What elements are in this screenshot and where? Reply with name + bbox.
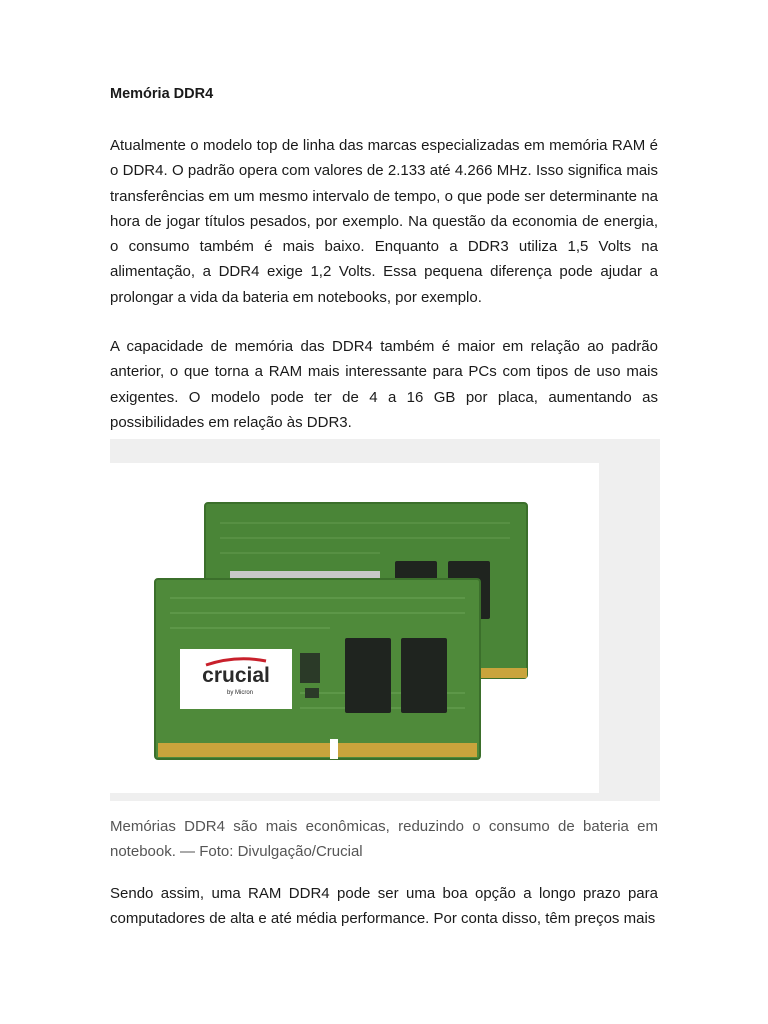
figure	[110, 439, 660, 801]
ram-modules-illustration	[110, 463, 599, 793]
label-sub-text: by Micron	[226, 690, 254, 696]
figure-caption: Memórias DDR4 são mais econômicas, reduzindo o consumo de bateria em notebook. — Foto: Divulgação/Crucial	[110, 818, 658, 861]
gold-contacts	[158, 743, 477, 757]
front-ram-module	[155, 579, 480, 759]
label-brand-text: crucial	[202, 664, 270, 687]
paragraph-conclusion: Sendo assim, uma RAM DDR4 pode ser uma boa opção a longo prazo para computadores de alta e até média performance. Por conta disso, têm preços mais	[110, 885, 658, 928]
paragraph-capacity: A capacidade de memória das DDR4 também é maior em relação ao padrão anterior, o que torna a RAM mais interessante para PCs com tipos de uso mais exigentes. O modelo pode ter de 4 a 16 GB por placa, aumentando as possibilidades em relação às DDR3.	[110, 338, 658, 431]
ram-modules-photo	[110, 463, 599, 793]
crucial-label	[180, 649, 292, 709]
paragraph-intro: Atualmente o modelo top de linha das marcas especializadas em memória RAM é o DDR4. O padrão opera com valores de 2.133 até 4.266 MHz. Isso significa mais transferências em um mesmo intervalo de tempo, o que pode ser determinante na hora de jogar títulos pesados, por exemplo. Na questão da economia de energia, o consumo também é mais baixo. Enquanto a DDR3 utiliza 1,5 Volts na alimentação, a DDR4 exige 1,2 Volts. Essa pequena diferença pode ajudar a prolongar a vida da bateria em notebooks, por exemplo.	[110, 137, 658, 306]
section-title: Memória DDR4	[110, 86, 214, 102]
